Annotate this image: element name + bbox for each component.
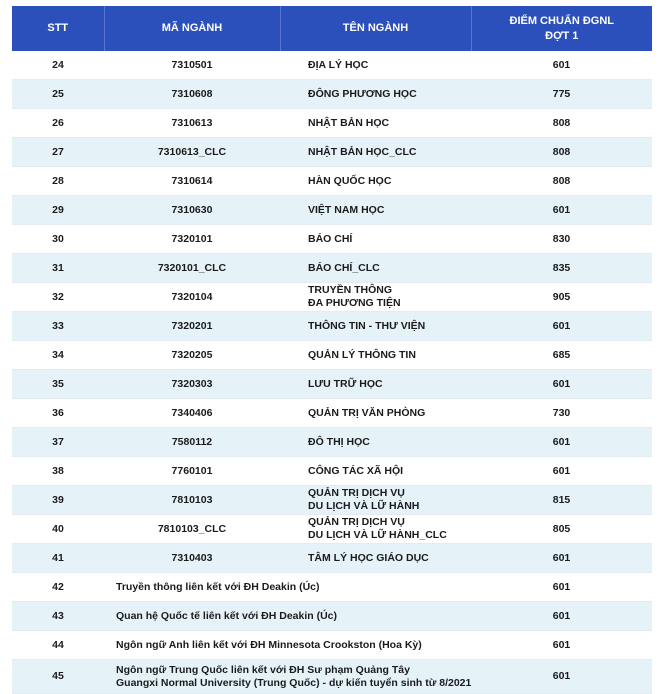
table-body bbox=[12, 51, 652, 694]
major-name-line: HÀN QUỐC HỌC bbox=[308, 174, 392, 187]
header-row bbox=[12, 6, 652, 51]
major-name-line: DU LỊCH VÀ LỮ HÀNH bbox=[308, 500, 420, 512]
row-stt: 41 bbox=[12, 544, 104, 573]
row-stt: 30 bbox=[12, 225, 104, 254]
row-major-code: 7810103 bbox=[104, 486, 280, 515]
row-score: 830 bbox=[471, 225, 652, 254]
row-major-name bbox=[280, 80, 471, 109]
admission-score-table bbox=[12, 6, 652, 694]
major-name-line: QUẢN LÝ THÔNG TIN bbox=[308, 348, 416, 361]
major-name-line: TRUYỀN THÔNG bbox=[308, 284, 392, 296]
table-row-joint-program bbox=[12, 573, 652, 602]
row-major-name bbox=[280, 428, 471, 457]
row-joint-program-name bbox=[104, 660, 471, 694]
table-row-joint-program bbox=[12, 602, 652, 631]
row-score: 815 bbox=[471, 486, 652, 515]
row-score: 805 bbox=[471, 515, 652, 544]
row-joint-program-name bbox=[104, 602, 471, 631]
major-name-line: ĐA PHƯƠNG TIỆN bbox=[308, 297, 401, 309]
major-name-line: QUẢN TRỊ VĂN PHÒNG bbox=[308, 406, 426, 419]
row-score: 601 bbox=[471, 428, 652, 457]
table-row bbox=[12, 544, 652, 573]
major-name-line: DU LỊCH VÀ LỮ HÀNH_CLC bbox=[308, 529, 447, 541]
row-score: 601 bbox=[471, 196, 652, 225]
row-major-name bbox=[280, 544, 471, 573]
row-stt: 45 bbox=[12, 660, 104, 694]
row-stt: 39 bbox=[12, 486, 104, 515]
joint-program-line: Ngôn ngữ Trung Quốc liên kết với ĐH Sư phạm Quảng Tây bbox=[116, 663, 410, 676]
row-stt: 33 bbox=[12, 312, 104, 341]
row-major-name bbox=[280, 283, 471, 312]
row-stt: 27 bbox=[12, 138, 104, 167]
row-score: 601 bbox=[471, 544, 652, 573]
row-score: 685 bbox=[471, 341, 652, 370]
row-major-code: 7310403 bbox=[104, 544, 280, 573]
header-score-line-2: ĐỢT 1 bbox=[545, 29, 579, 42]
major-name-line: BÁO CHÍ bbox=[308, 232, 353, 245]
row-major-code: 7320205 bbox=[104, 341, 280, 370]
row-major-code: 7310613 bbox=[104, 109, 280, 138]
major-name-line: QUẢN TRỊ DỊCH VỤ bbox=[308, 516, 405, 528]
row-major-name bbox=[280, 341, 471, 370]
table-row-joint-program bbox=[12, 660, 652, 694]
row-stt: 24 bbox=[12, 51, 104, 80]
row-score: 905 bbox=[471, 283, 652, 312]
row-major-name bbox=[280, 51, 471, 80]
row-stt: 42 bbox=[12, 573, 104, 602]
table-row bbox=[12, 399, 652, 428]
table-row bbox=[12, 312, 652, 341]
major-name-line: NHẬT BẢN HỌC bbox=[308, 116, 390, 129]
row-major-name bbox=[280, 109, 471, 138]
row-major-code: 7320201 bbox=[104, 312, 280, 341]
row-stt: 37 bbox=[12, 428, 104, 457]
joint-program-line: Ngôn ngữ Anh liên kết với ĐH Minnesota Crookston (Hoa Kỳ) bbox=[116, 638, 422, 651]
header-name: TÊN NGÀNH bbox=[280, 6, 471, 51]
table-row bbox=[12, 196, 652, 225]
row-major-code: 7320303 bbox=[104, 370, 280, 399]
header-code: MÃ NGÀNH bbox=[104, 6, 280, 51]
major-name-line: ĐÔNG PHƯƠNG HỌC bbox=[308, 87, 417, 100]
row-major-code: 7320104 bbox=[104, 283, 280, 312]
table-row bbox=[12, 515, 652, 544]
row-score: 601 bbox=[471, 660, 652, 694]
table-row bbox=[12, 283, 652, 312]
row-score: 808 bbox=[471, 138, 652, 167]
table-row bbox=[12, 486, 652, 515]
major-name-line: TÂM LÝ HỌC GIÁO DỤC bbox=[308, 551, 429, 564]
table-row bbox=[12, 341, 652, 370]
row-major-name bbox=[280, 399, 471, 428]
row-score: 601 bbox=[471, 631, 652, 660]
row-major-code: 7320101 bbox=[104, 225, 280, 254]
row-score: 601 bbox=[471, 51, 652, 80]
header-score bbox=[471, 6, 652, 51]
row-major-code: 7310501 bbox=[104, 51, 280, 80]
row-score: 601 bbox=[471, 602, 652, 631]
table-row bbox=[12, 428, 652, 457]
row-major-code: 7310608 bbox=[104, 80, 280, 109]
major-name-line: THÔNG TIN - THƯ VIỆN bbox=[308, 319, 426, 332]
row-major-name bbox=[280, 196, 471, 225]
row-major-name bbox=[280, 486, 471, 515]
row-stt: 36 bbox=[12, 399, 104, 428]
row-score: 835 bbox=[471, 254, 652, 283]
joint-program-line: Guangxi Normal University (Trung Quốc) - dự kiến tuyển sinh từ 8/2021 bbox=[116, 676, 472, 689]
major-name-line: CÔNG TÁC XÃ HỘI bbox=[308, 464, 404, 477]
major-name-line: ĐÔ THỊ HỌC bbox=[308, 435, 370, 448]
major-name-line: LƯU TRỮ HỌC bbox=[308, 377, 383, 390]
major-name-line: ĐỊA LÝ HỌC bbox=[308, 58, 369, 71]
row-stt: 38 bbox=[12, 457, 104, 486]
table-row bbox=[12, 457, 652, 486]
header-stt: STT bbox=[12, 6, 104, 51]
row-major-code: 7310613_CLC bbox=[104, 138, 280, 167]
row-score: 808 bbox=[471, 167, 652, 196]
row-stt: 25 bbox=[12, 80, 104, 109]
table-row bbox=[12, 138, 652, 167]
row-major-name bbox=[280, 457, 471, 486]
row-major-name bbox=[280, 312, 471, 341]
joint-program-line: Quan hệ Quốc tế liên kết với ĐH Deakin (Úc) bbox=[116, 609, 338, 622]
major-name-line: QUẢN TRỊ DỊCH VỤ bbox=[308, 487, 405, 499]
row-major-code: 7580112 bbox=[104, 428, 280, 457]
row-stt: 43 bbox=[12, 602, 104, 631]
row-stt: 44 bbox=[12, 631, 104, 660]
major-name-line: NHẬT BẢN HỌC_CLC bbox=[308, 145, 417, 158]
row-major-name bbox=[280, 254, 471, 283]
row-joint-program-name bbox=[104, 573, 471, 602]
row-stt: 28 bbox=[12, 167, 104, 196]
table-row bbox=[12, 254, 652, 283]
row-score: 601 bbox=[471, 370, 652, 399]
row-major-code: 7340406 bbox=[104, 399, 280, 428]
table-row-joint-program bbox=[12, 631, 652, 660]
row-major-code: 7310630 bbox=[104, 196, 280, 225]
row-score: 730 bbox=[471, 399, 652, 428]
row-stt: 35 bbox=[12, 370, 104, 399]
table-row bbox=[12, 370, 652, 399]
table-row bbox=[12, 109, 652, 138]
row-major-code: 7760101 bbox=[104, 457, 280, 486]
row-score: 808 bbox=[471, 109, 652, 138]
table-row bbox=[12, 167, 652, 196]
row-score: 601 bbox=[471, 312, 652, 341]
row-score: 601 bbox=[471, 573, 652, 602]
joint-program-line: Truyền thông liên kết với ĐH Deakin (Úc) bbox=[116, 580, 320, 593]
row-major-code: 7310614 bbox=[104, 167, 280, 196]
row-stt: 26 bbox=[12, 109, 104, 138]
row-stt: 29 bbox=[12, 196, 104, 225]
row-major-name bbox=[280, 167, 471, 196]
row-score: 775 bbox=[471, 80, 652, 109]
table-row bbox=[12, 80, 652, 109]
row-major-name bbox=[280, 370, 471, 399]
row-score: 601 bbox=[471, 457, 652, 486]
row-major-name bbox=[280, 515, 471, 544]
row-major-name bbox=[280, 225, 471, 254]
major-name-line: VIỆT NAM HỌC bbox=[308, 203, 385, 216]
table-header bbox=[12, 6, 652, 51]
row-major-name bbox=[280, 138, 471, 167]
row-stt: 31 bbox=[12, 254, 104, 283]
row-joint-program-name bbox=[104, 631, 471, 660]
major-name-line: BÁO CHÍ_CLC bbox=[308, 261, 380, 274]
table-row bbox=[12, 51, 652, 80]
row-stt: 32 bbox=[12, 283, 104, 312]
row-stt: 40 bbox=[12, 515, 104, 544]
row-stt: 34 bbox=[12, 341, 104, 370]
row-major-code: 7810103_CLC bbox=[104, 515, 280, 544]
header-score-line-1: ĐIỂM CHUẨN ĐGNL bbox=[509, 14, 614, 27]
table-row bbox=[12, 225, 652, 254]
row-major-code: 7320101_CLC bbox=[104, 254, 280, 283]
